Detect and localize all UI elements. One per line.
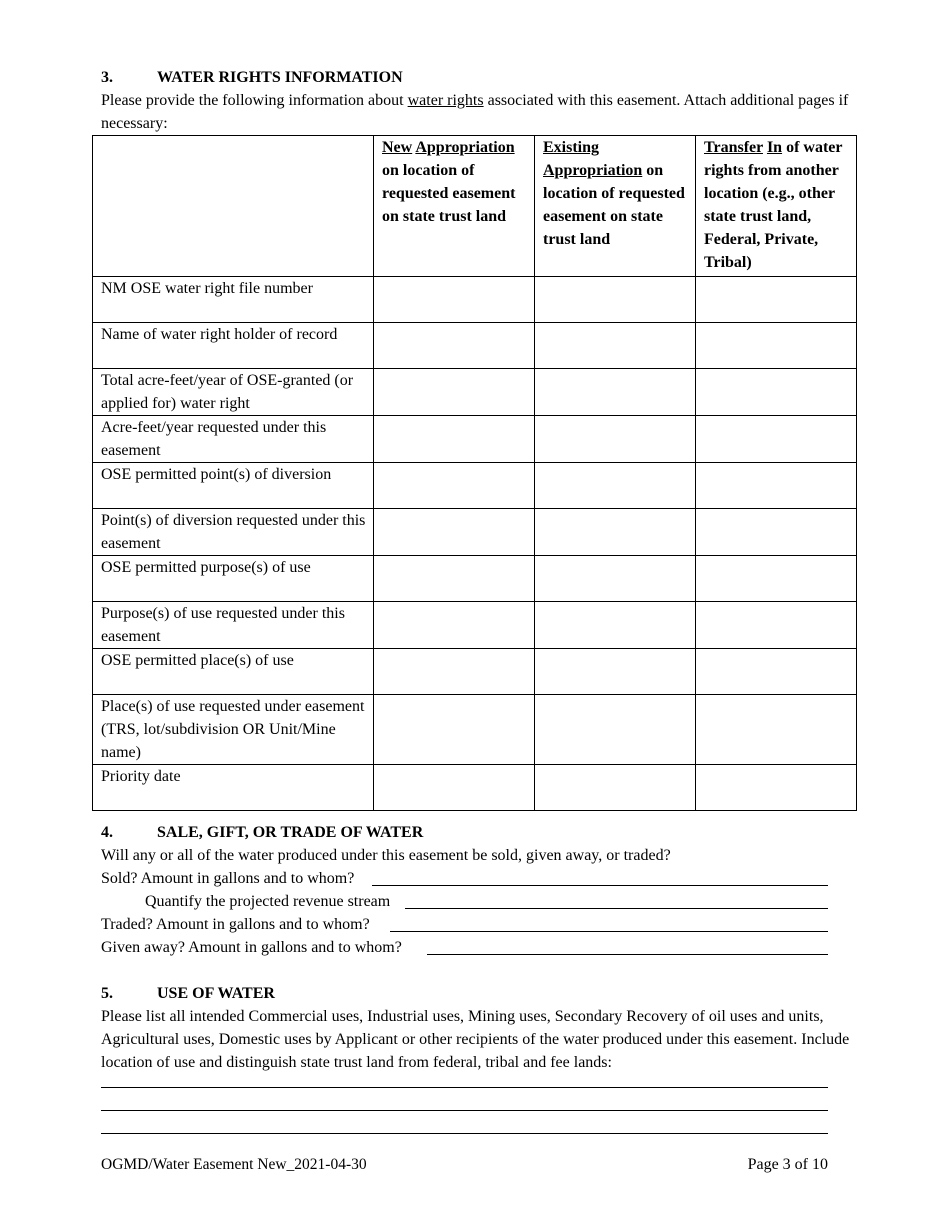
traded-input-line[interactable] [390,931,828,932]
row-label: NM OSE water right file number [93,277,374,323]
transfer-in-cell[interactable] [696,463,857,509]
row-label: OSE permitted place(s) of use [93,649,374,695]
section-3-number: 3. [101,69,113,86]
section-4-question: Will any or all of the water produced under this easement be sold, given away, or traded? [101,847,671,864]
row-label: OSE permitted point(s) of diversion [93,463,374,509]
transfer-in-cell[interactable] [696,277,857,323]
existing-appropriation-cell[interactable] [535,369,696,416]
table-header-row [93,136,857,277]
section-5-title: USE OF WATER [157,985,275,1002]
header-appropriation: Appropriation [543,162,643,179]
given-input-line[interactable] [427,954,828,955]
section-4-number: 4. [101,824,113,841]
existing-appropriation-cell[interactable] [535,277,696,323]
row-label: Name of water right holder of record [93,323,374,369]
section-3-title: WATER RIGHTS INFORMATION [157,69,403,86]
section-5-heading [101,982,275,1005]
header-empty-cell [93,136,374,277]
intro-text-end: associated with this easement. Attach additional pages if necessary: [101,92,849,132]
footer-form-id: OGMD/Water Easement New_2021-04-30 [101,1156,367,1173]
header-transfer-in [696,136,857,277]
table-row [93,323,857,369]
section-3-heading [101,66,403,89]
existing-appropriation-cell[interactable] [535,765,696,811]
new-appropriation-cell[interactable] [374,649,535,695]
sold-input-line[interactable] [372,885,828,886]
existing-appropriation-cell[interactable] [535,649,696,695]
row-label: Purpose(s) of use requested under this easement [93,602,374,649]
header-appropriation: Appropriation [415,139,515,156]
existing-appropriation-cell[interactable] [535,323,696,369]
table-row [93,369,857,416]
row-label: OSE permitted purpose(s) of use [93,556,374,602]
water-rights-table [92,135,857,811]
traded-label: Traded? Amount in gallons and to whom? [101,916,370,933]
sold-label: Sold? Amount in gallons and to whom? [101,870,355,887]
existing-appropriation-cell[interactable] [535,509,696,556]
table-row [93,556,857,602]
revenue-label: Quantify the projected revenue stream [145,893,391,910]
row-label: Priority date [93,765,374,811]
new-appropriation-cell[interactable] [374,602,535,649]
header-in: In [766,139,783,156]
new-appropriation-cell[interactable] [374,509,535,556]
section-4-title: SALE, GIFT, OR TRADE OF WATER [157,824,424,841]
transfer-in-cell[interactable] [696,369,857,416]
new-appropriation-cell[interactable] [374,416,535,463]
table-row [93,416,857,463]
existing-appropriation-cell[interactable] [535,602,696,649]
table-row [93,695,857,765]
header-new-appropriation [374,136,535,277]
new-appropriation-cell[interactable] [374,556,535,602]
transfer-in-cell[interactable] [696,695,857,765]
header-existing-appropriation [535,136,696,277]
transfer-in-cell[interactable] [696,323,857,369]
intro-text-start: Please provide the following information about [101,92,408,109]
new-appropriation-cell[interactable] [374,369,535,416]
footer-page-number: Page 3 of 10 [747,1156,828,1173]
table-row [93,463,857,509]
use-of-water-line-2[interactable] [101,1110,828,1111]
transfer-in-cell[interactable] [696,509,857,556]
table-row [93,765,857,811]
existing-appropriation-cell[interactable] [535,416,696,463]
new-appropriation-cell[interactable] [374,695,535,765]
revenue-input-line[interactable] [405,908,828,909]
section-3-intro [101,89,853,135]
transfer-in-cell[interactable] [696,556,857,602]
table-row [93,649,857,695]
new-appropriation-cell[interactable] [374,463,535,509]
section-4-heading [101,821,423,844]
transfer-in-cell[interactable] [696,602,857,649]
new-appropriation-cell[interactable] [374,323,535,369]
section-5-text: Please list all intended Commercial uses, Industrial uses, Mining uses, Secondary Recovery of oil uses and units, Agricultural uses, Domestic uses by Applicant or other recipients of the water produced under this easement. Include location of use and distinguish state trust land from federal, tribal and fee lands: [101,1008,850,1071]
section-5-number: 5. [101,985,113,1002]
use-of-water-line-3[interactable] [101,1133,828,1134]
transfer-in-cell[interactable] [696,416,857,463]
table-row [93,509,857,556]
row-label: Total acre-feet/year of OSE-granted (or applied for) water right [93,369,374,416]
water-rights-term: water rights [407,92,484,109]
new-appropriation-cell[interactable] [374,277,535,323]
use-of-water-line-1[interactable] [101,1087,828,1088]
existing-appropriation-cell[interactable] [535,556,696,602]
row-label: Acre-feet/year requested under this easement [93,416,374,463]
row-label: Point(s) of diversion requested under this easement [93,509,374,556]
existing-appropriation-cell[interactable] [535,463,696,509]
table-row [93,602,857,649]
given-label: Given away? Amount in gallons and to whom? [101,939,402,956]
header-rest: on location of requested easement on state trust land [382,162,516,225]
existing-appropriation-cell[interactable] [535,695,696,765]
new-appropriation-cell[interactable] [374,765,535,811]
header-rest: on location of requested easement on state trust land [543,162,685,248]
table-row [93,277,857,323]
header-rest: of water rights from another location (e.g., other state trust land, Federal, Private, Tribal) [704,139,843,271]
transfer-in-cell[interactable] [696,765,857,811]
row-label: Place(s) of use requested under easement (TRS, lot/subdivision OR Unit/Mine name) [93,695,374,765]
header-transfer: Transfer [704,139,763,156]
header-new: New [382,139,413,156]
transfer-in-cell[interactable] [696,649,857,695]
header-existing: Existing [543,139,600,156]
